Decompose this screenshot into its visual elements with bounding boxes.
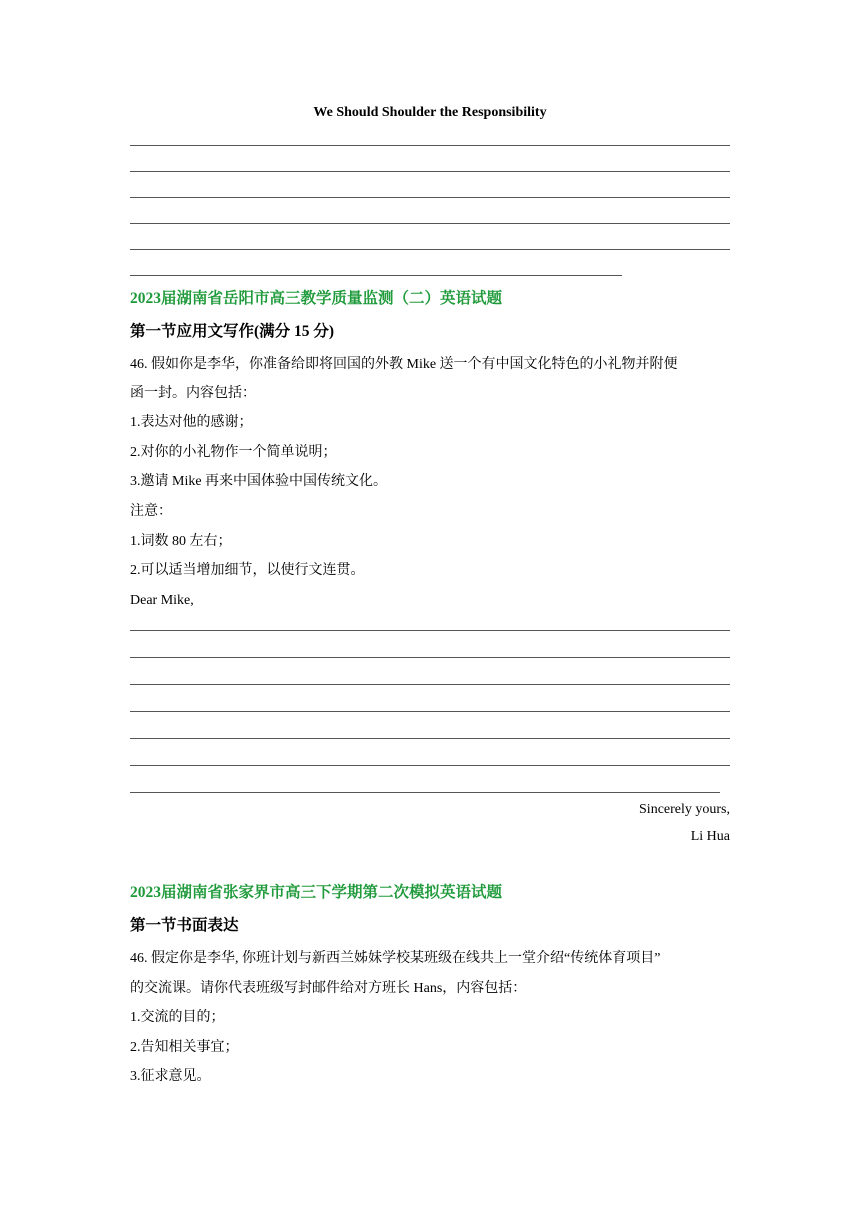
writing-line bbox=[130, 249, 730, 250]
prompt-line: 1.词数 80 左右； bbox=[130, 534, 232, 549]
writing-line bbox=[130, 223, 730, 224]
prompt-line: 46. 假定你是李华, 你班计划与新西兰姊妹学校某班级在线共上一堂介绍“传统体育项目” bbox=[130, 951, 661, 966]
section-heading: 2023届湖南省岳阳市高三教学质量监测（二）英语试题 bbox=[130, 290, 503, 307]
writing-line bbox=[130, 684, 730, 685]
writing-line bbox=[130, 738, 730, 739]
letter-salutation: Dear Mike, bbox=[130, 593, 194, 608]
prompt-line: 46. 假如你是李华，你准备给即将回国的外教 Mike 送一个有中国文化特色的小礼物并附便 bbox=[130, 357, 678, 372]
writing-line bbox=[130, 711, 730, 712]
prompt-line: 的交流课。请你代表班级写封邮件给对方班长 Hans，内容包括： bbox=[130, 981, 527, 996]
writing-line bbox=[130, 171, 730, 172]
writing-line bbox=[130, 197, 730, 198]
writing-line bbox=[130, 657, 730, 658]
prompt-line: 1.交流的目的； bbox=[130, 1010, 225, 1025]
prompt-line: 函一封。内容包括： bbox=[130, 386, 256, 401]
writing-line-short bbox=[130, 792, 720, 793]
writing-line-short bbox=[130, 275, 622, 276]
prompt-line: 1.表达对他的感谢； bbox=[130, 415, 253, 430]
prompt-line: 2.对你的小礼物作一个简单说明； bbox=[130, 445, 337, 460]
writing-line bbox=[130, 630, 730, 631]
writing-line bbox=[130, 765, 730, 766]
writing-line bbox=[130, 145, 730, 146]
prompt-line: 2.可以适当增加细节，以使行文连贯。 bbox=[130, 563, 365, 578]
essay-title: We Should Shoulder the Responsibility bbox=[313, 105, 547, 120]
section-subheading: 第一节书面表达 bbox=[130, 917, 239, 934]
section-subheading: 第一节应用文写作(满分 15 分) bbox=[130, 323, 335, 340]
prompt-line: 2.告知相关事宜； bbox=[130, 1040, 239, 1055]
section-heading: 2023届湖南省张家界市高三下学期第二次模拟英语试题 bbox=[130, 884, 503, 901]
prompt-line: 注意： bbox=[130, 504, 172, 519]
letter-closing: Sincerely yours, bbox=[639, 802, 730, 817]
prompt-line: 3.征求意见。 bbox=[130, 1069, 211, 1084]
prompt-line: 3.邀请 Mike 再来中国体验中国传统文化。 bbox=[130, 474, 388, 489]
letter-signature: Li Hua bbox=[690, 829, 730, 844]
